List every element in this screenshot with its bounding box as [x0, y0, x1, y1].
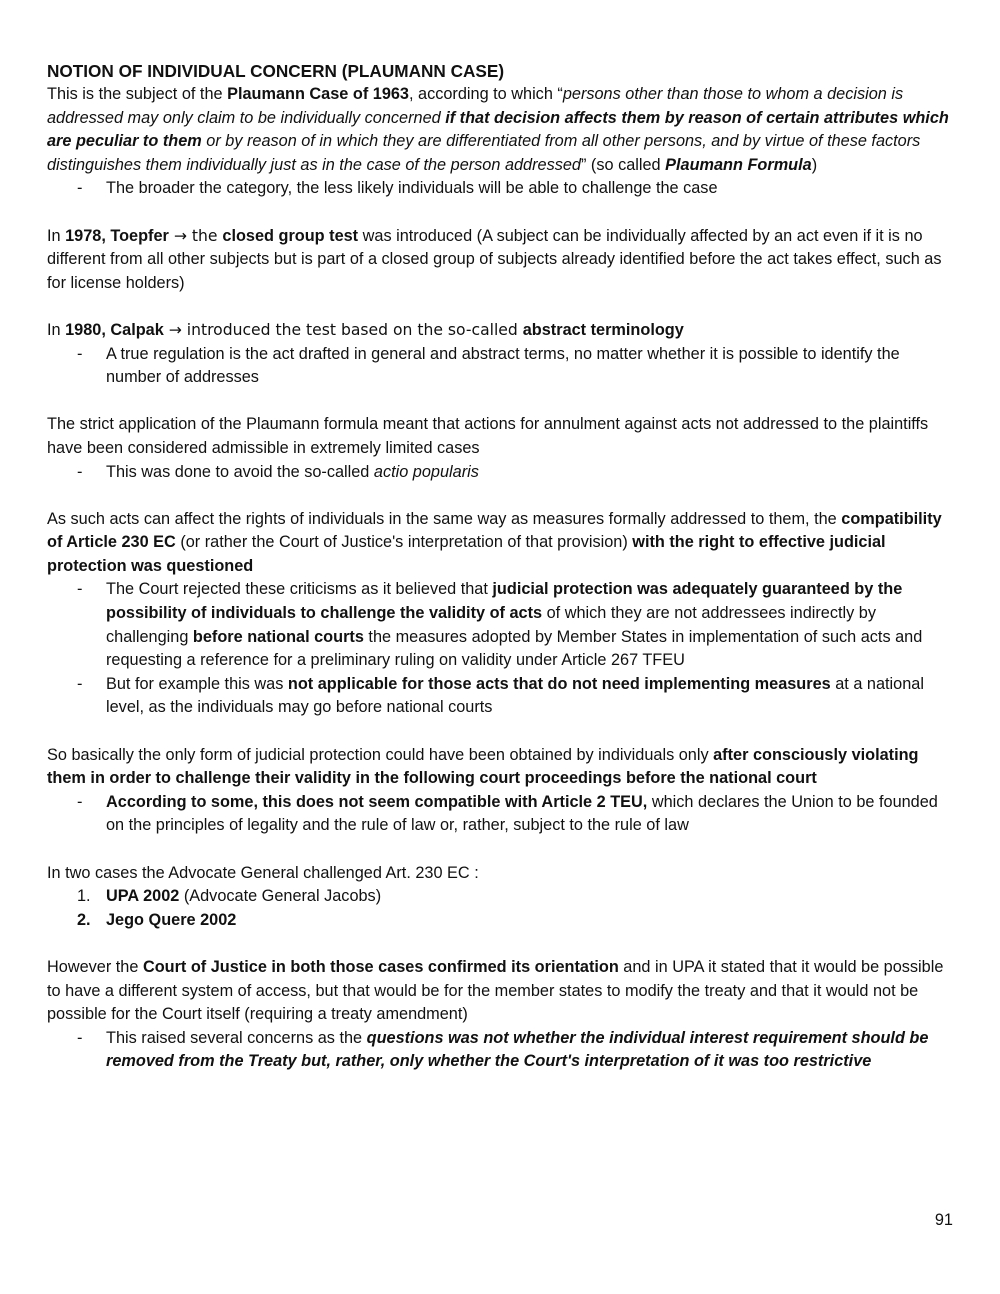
- text: at a national level, as the individuals may go before national courts: [106, 674, 924, 717]
- numbered-list: [47, 885, 957, 932]
- bold-text: closed group test: [222, 226, 359, 245]
- arrow-text: → introduced the test based on the so-called: [163, 320, 523, 339]
- paragraph-article-230: [47, 508, 957, 579]
- italic-text: persons other than those to whom a decision is addressed may only claim to be individually concerned: [47, 85, 904, 127]
- text: This was done to avoid the so-called: [106, 462, 374, 481]
- bold-text: 1980, Calpak: [65, 320, 164, 339]
- paragraph-advocate-general: In two cases the Advocate General challenged Art. 230 EC :: [47, 863, 479, 882]
- bullet-list: [47, 791, 957, 838]
- bullet-list: [47, 1027, 957, 1074]
- text: But for example this was: [106, 674, 288, 693]
- text: , according to which “: [408, 85, 563, 103]
- list-item: [47, 791, 957, 838]
- text: The Court rejected these criticisms as it believed that: [106, 580, 493, 599]
- list-item: - A true regulation is the act drafted in general and abstract terms, no matter whether it is possible to identify the number of addresses: [47, 343, 957, 390]
- paragraph-calpak: [47, 319, 957, 343]
- bold-text: abstract terminology: [522, 320, 684, 339]
- text: (or rather the Court of Justice's interpretation of that provision): [175, 533, 633, 552]
- paragraph-court-orientation: [47, 956, 957, 1027]
- bold-text: with the right to effective judicial protection was questioned: [47, 533, 886, 575]
- list-number: 1.: [77, 887, 91, 906]
- text: and in UPA it stated that it would be possible to have a different system of access, but that would be for the member states to modify the treaty and that it would not be possible for the Court itself (requiring a treaty amendment): [47, 957, 944, 1024]
- text: This raised several concerns as the: [106, 1028, 367, 1047]
- document-page: [47, 58, 957, 1074]
- text: of which they are not addressees indirectly by challenging: [106, 604, 877, 646]
- text: (Advocate General Jacobs): [179, 887, 382, 906]
- list-number: 2.: [77, 910, 91, 929]
- bold-text: UPA 2002: [106, 887, 180, 906]
- text: which declares the Union to be founded on the principles of legality and the rule of law or, rather, subject to the rule of law: [106, 792, 938, 835]
- list-item: [47, 578, 957, 672]
- bold-italic-text: questions was not whether the individual interest requirement should be removed from the Treaty but, rather, only whether the Court's interpretation of it was too restrictive: [106, 1028, 929, 1071]
- bold-text: not applicable for those acts that do not need implementing measures: [287, 674, 831, 693]
- bold-text: compatibility of Article 230 EC: [47, 509, 942, 552]
- text: ): [811, 155, 818, 174]
- text: the measures adopted by Member States in implementation of such acts and requesting a reference for a preliminary ruling on validity under Article 267 TFEU: [106, 627, 923, 670]
- bold-text: Jego Quere 2002: [106, 910, 237, 929]
- list-item: - The broader the category, the less likely individuals will be able to challenge the case: [47, 177, 957, 201]
- bold-text: after consciously violating them in order to challenge their validity in the following court proceedings before the national court: [47, 745, 919, 788]
- bold-italic-text: Plaumann Formula: [665, 155, 812, 174]
- arrow-text: → the: [168, 226, 223, 245]
- bold-text: Plaumann Case of 1963: [227, 85, 409, 103]
- bold-text: before national courts: [192, 627, 364, 646]
- page-number: 91: [934, 1211, 953, 1229]
- text: As such acts can affect the rights of individuals in the same way as measures formally addressed to them, the: [47, 509, 842, 528]
- bold-text: According to some, this does not seem compatible with Article 2 TEU,: [106, 792, 648, 811]
- list-item: [47, 885, 957, 909]
- bullet-list: [47, 578, 957, 720]
- text: ” (so called: [580, 155, 666, 174]
- list-item: [47, 909, 957, 933]
- bullet-list: [47, 343, 957, 390]
- bold-text: judicial protection was adequately guaranteed by the possibility of individuals to challenge the validity of acts: [106, 580, 903, 623]
- text: In: [47, 320, 66, 339]
- text: This is the subject of the: [47, 85, 228, 103]
- bullet-list: [47, 461, 957, 485]
- text: So basically the only form of judicial protection could have been obtained by individuals only: [47, 745, 714, 764]
- bullet-list: [47, 177, 957, 201]
- bold-text: Court of Justice in both those cases confirmed its orientation: [142, 957, 619, 976]
- italic-text: or by reason of in which they are differentiated from all other persons, and by virtue of these factors distinguishes them individually just as in the case of the person addressed: [47, 132, 921, 174]
- list-item: [47, 673, 957, 720]
- italic-text: actio popularis: [373, 462, 479, 481]
- bold-italic-text: if that decision affects them by reason of certain attributes which are peculiar to them: [47, 108, 949, 151]
- list-item: [47, 1027, 957, 1074]
- text: In: [47, 226, 66, 245]
- bold-text: 1978, Toepfer: [65, 226, 169, 245]
- paragraph-toepfer: [47, 225, 957, 296]
- list-item: [47, 461, 957, 485]
- text: was introduced (A subject can be individually affected by an act even if it is no different from all other subjects but is part of a closed group of subjects already identified before the act takes effect, such as for license holders): [47, 226, 942, 292]
- text: However the: [47, 957, 143, 976]
- paragraph-judicial-protection: [47, 744, 957, 791]
- paragraph-plaumann: [47, 83, 957, 177]
- paragraph-strict-application: The strict application of the Plaumann formula meant that actions for annulment against acts not addressed to the plaintiffs have been considered admissible in extremely limited cases: [47, 415, 929, 457]
- section-heading: NOTION OF INDIVIDUAL CONCERN (PLAUMANN CASE): [47, 61, 505, 81]
